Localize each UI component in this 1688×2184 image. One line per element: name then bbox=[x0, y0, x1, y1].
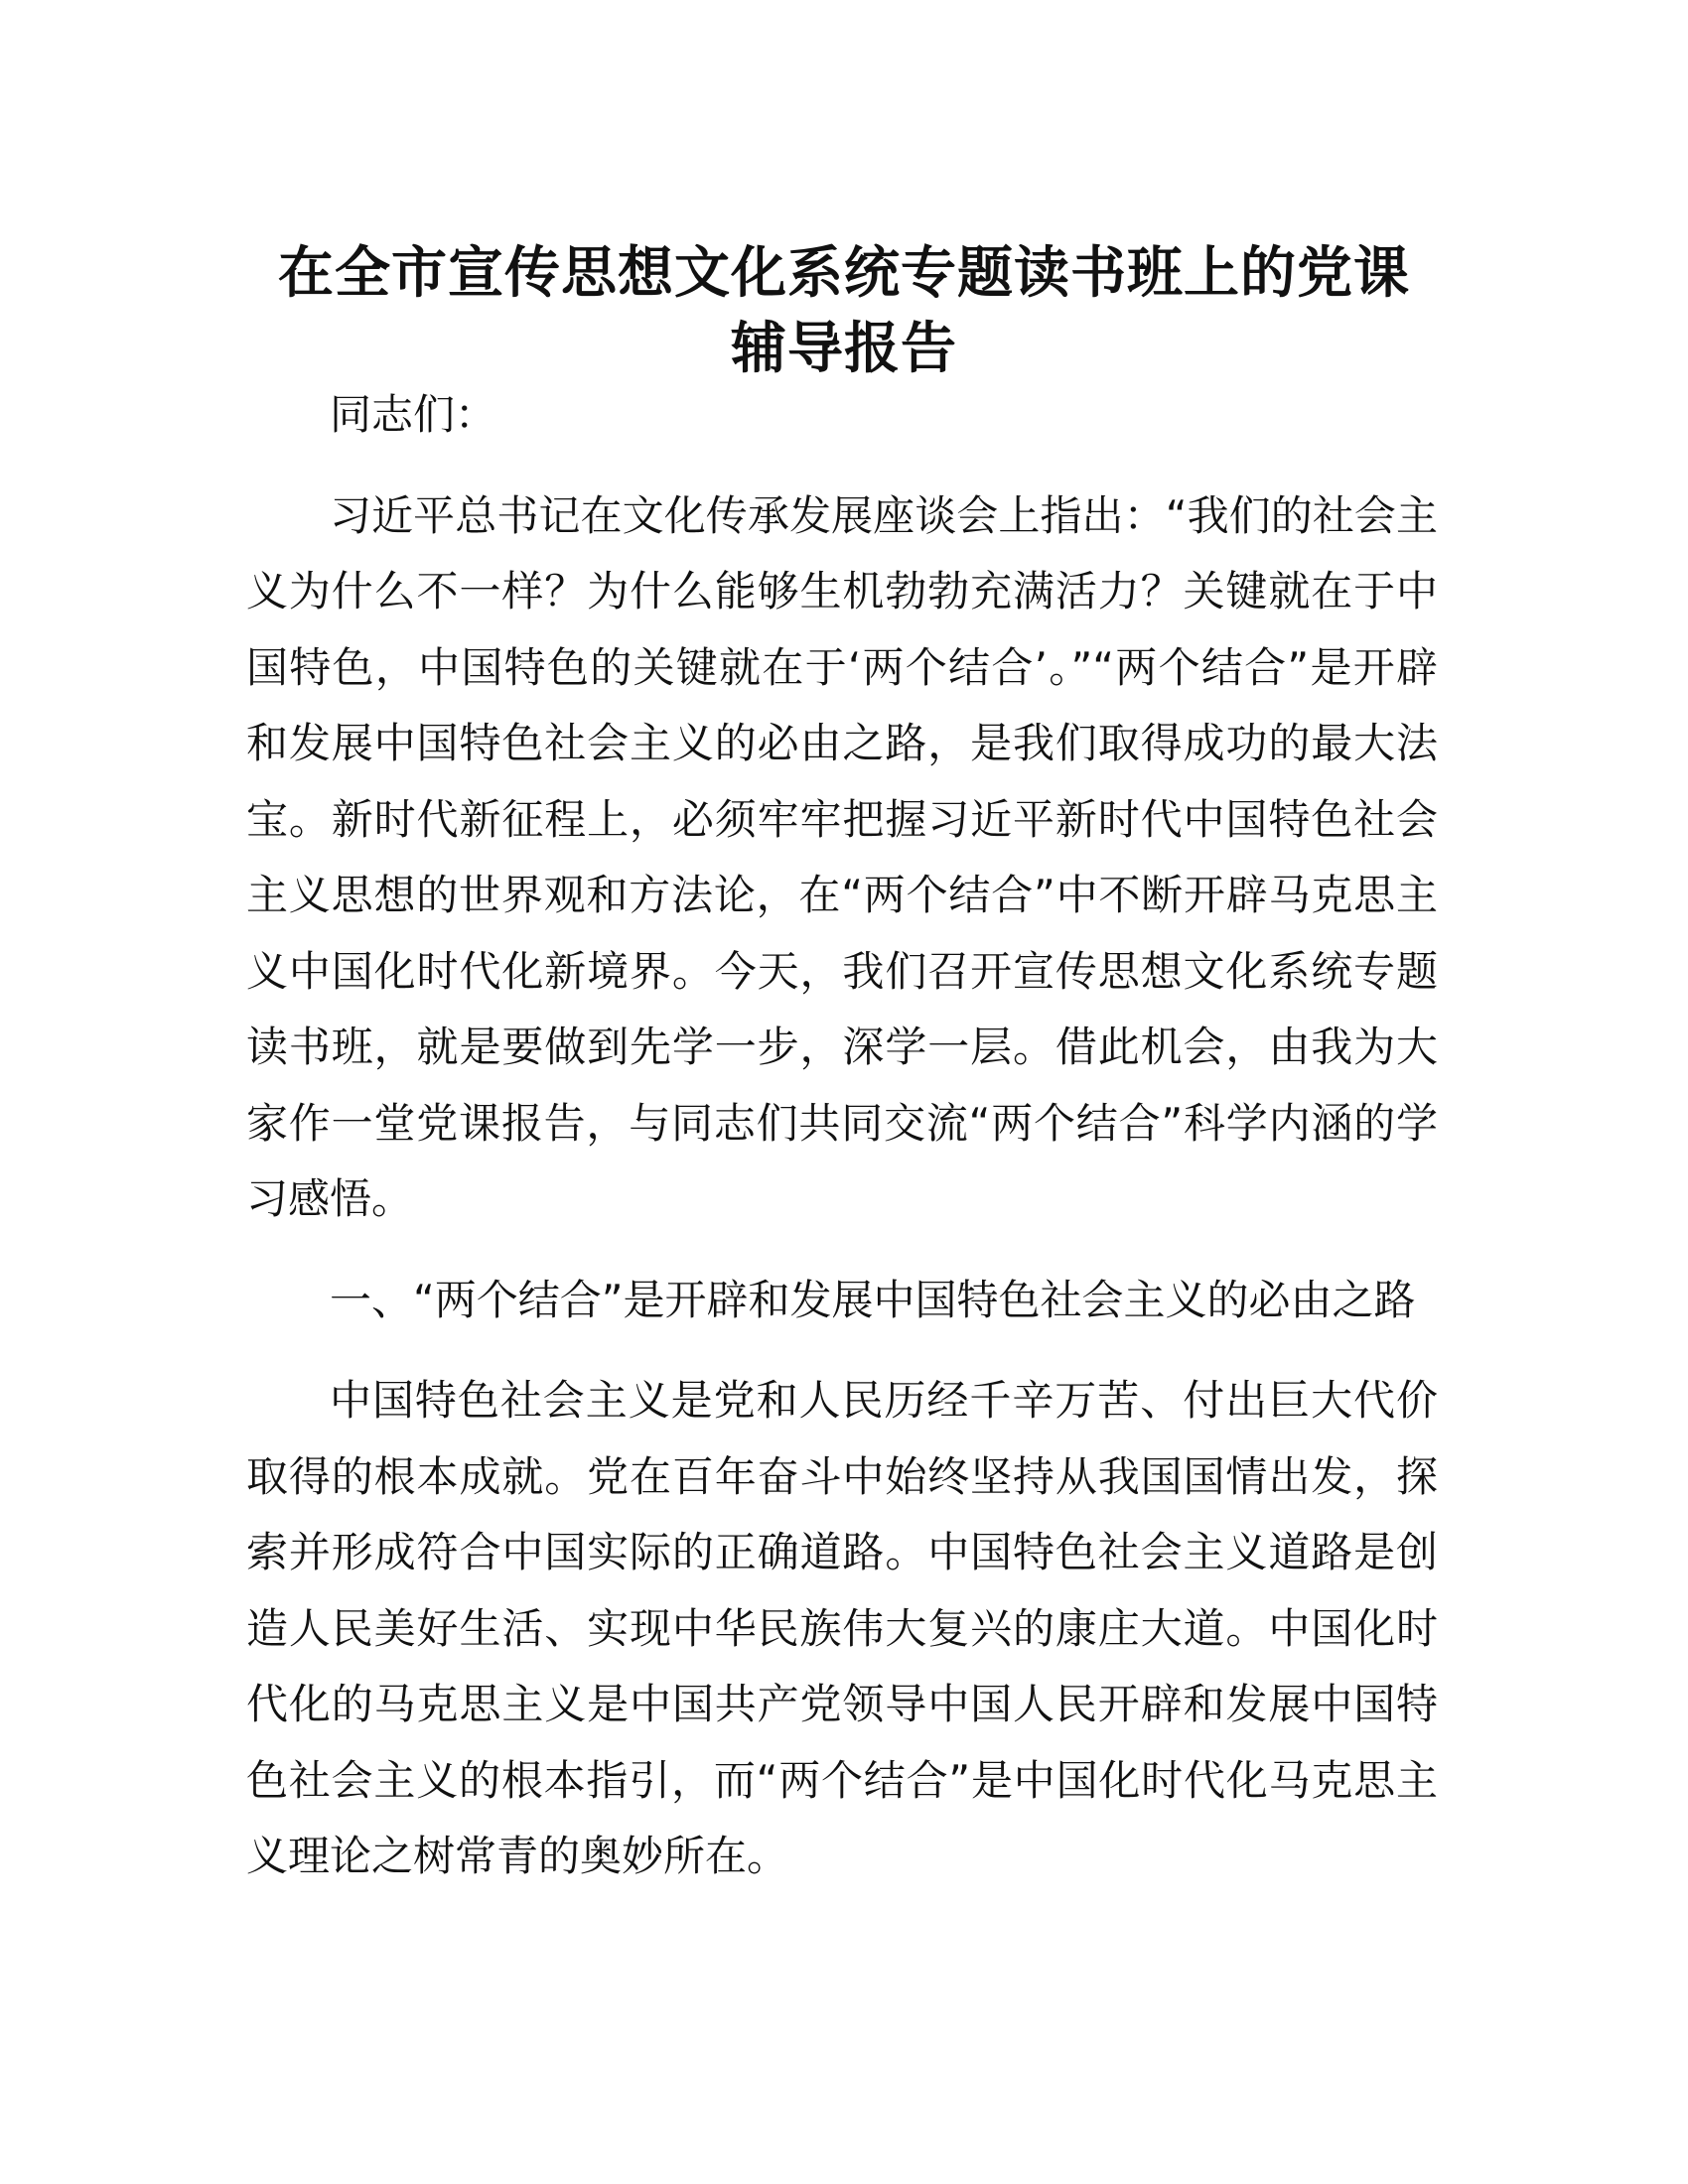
document-body bbox=[246, 377, 1438, 1895]
document-title bbox=[238, 236, 1450, 387]
title-line-1: 在全市宣传思想文化系统专题读书班上的党课 bbox=[278, 240, 1410, 306]
title-line-2: 辅导报告 bbox=[731, 316, 957, 381]
paragraph-intro: 习近平总书记在文化传承发展座谈会上指出：“我们的社会主义为什么不一样？为什么能够生机勃勃充满活力？关键就在于中国特色，中国特色的关键就在于‘两个结合’。”“两个结合”是开辟和发展中国特色社会主义的必由之路，是我们取得成功的最大法宝。新时代新征程上，必须牢牢把握习近平新时代中国特色社会主义思想的世界观和方法论，在“两个结合”中不断开辟马克思主义中国化时代化新境界。今天，我们召开宣传思想文化系统专题读书班，就是要做到先学一步，深学一层。借此机会，由我为大家作一堂党课报告，与同志们共同交流“两个结合”科学内涵的学习感悟。 bbox=[246, 490, 1438, 1223]
paragraph-section-1: 中国特色社会主义是党和人民历经千辛万苦、付出巨大代价取得的根本成就。党在百年奋斗中始终坚持从我国国情出发，探索并形成符合中国实际的正确道路。中国特色社会主义道路是创造人民美好生活、实现中华民族伟大复兴的康庄大道。中国化时代化的马克思主义是中国共产党领导中国人民开辟和发展中国特色社会主义的根本指引，而“两个结合”是中国化时代化马克思主义理论之树常青的奥妙所在。 bbox=[246, 1376, 1438, 1880]
section-heading-1: 一、“两个结合”是开辟和发展中国特色社会主义的必由之路 bbox=[330, 1275, 1416, 1324]
greeting: 同志们： bbox=[330, 390, 497, 439]
